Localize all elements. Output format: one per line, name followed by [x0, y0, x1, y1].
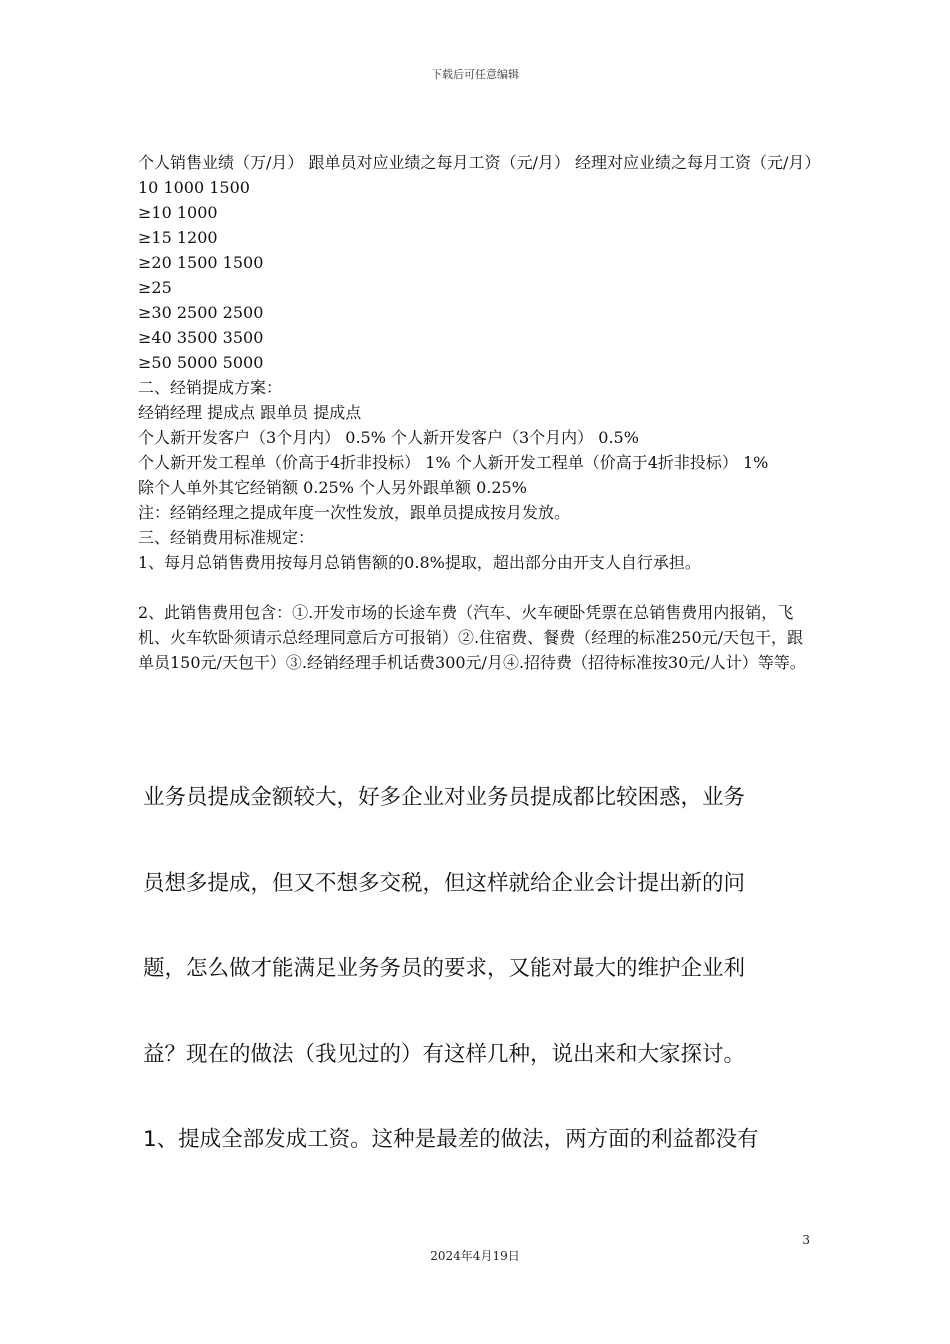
- rule-line: 1、每月总销售费用按每月总销售额的0.8%提取，超出部分由开支人自行承担。: [138, 553, 701, 572]
- commission-line: 个人新开发工程单（价高于4折非投标） 1% 个人新开发工程单（价高于4折非投标） 1%: [138, 453, 769, 472]
- large-text-line: 1、提成全部发成工资。这种是最差的做法，两方面的利益都没有: [143, 1127, 759, 1152]
- body-text-block: [138, 150, 821, 675]
- header-text: 下载后可任意编辑: [431, 68, 519, 81]
- note-line: 注：经销经理之提成年度一次性发放，跟单员提成按月发放。: [138, 503, 571, 522]
- table-row: ≥40 3500 3500: [138, 328, 264, 347]
- table-row: ≥10 1000: [138, 203, 218, 222]
- table-row: ≥20 1500 1500: [138, 253, 264, 272]
- section-heading: 二、经销提成方案：: [138, 378, 283, 397]
- page-number: 3: [802, 1233, 810, 1247]
- table-header-line: 个人销售业绩（万/月） 跟单员对应业绩之每月工资（元/月） 经理对应业绩之每月工资（元/月）: [138, 153, 821, 172]
- page-header: [0, 66, 950, 82]
- commission-line: 个人新开发客户（3个月内） 0.5% 个人新开发客户（3个月内） 0.5%: [138, 428, 639, 447]
- rule-paragraph: 2、此销售费用包含：①.开发市场的长途车费（汽车、火车硬卧凭票在总销售费用内报销，飞机、火车软卧须请示总经理同意后方可报销）②.住宿费、餐费（经理的标准250元/天包干，跟单员150元/天包干）③.经销经理手机话费300元/月④.招待费（招待标准按30元/人计）等等。: [138, 603, 806, 672]
- large-text-line: 益？现在的做法（我见过的）有这样几种，说出来和大家探讨。: [143, 1041, 746, 1067]
- table-row: ≥30 2500 2500: [138, 303, 264, 322]
- paragraph-gap: [138, 575, 818, 600]
- table-row: ≥25: [138, 278, 172, 297]
- table-row: 10 1000 1500: [138, 178, 250, 197]
- commission-header-line: 经销经理 提成点 跟单员 提成点: [138, 403, 362, 422]
- large-text-block: [143, 778, 813, 1206]
- table-row: ≥50 5000 5000: [138, 353, 264, 372]
- large-text-line: 业务员提成金额较大，好多企业对业务员提成都比较困惑，业务: [143, 785, 746, 810]
- large-text-line: 题，怎么做才能满足业务务员的要求，又能对最大的维护企业利: [143, 956, 746, 981]
- section-heading: 三、经销费用标准规定：: [138, 528, 315, 547]
- large-text-line: 员想多提成，但又不想多交税，但这样就给企业会计提出新的问: [143, 870, 746, 896]
- table-row: ≥15 1200: [138, 228, 218, 247]
- footer-date: 2024年4月19日: [430, 1249, 520, 1263]
- commission-line: 除个人单外其它经销额 0.25% 个人另外跟单额 0.25%: [138, 478, 527, 497]
